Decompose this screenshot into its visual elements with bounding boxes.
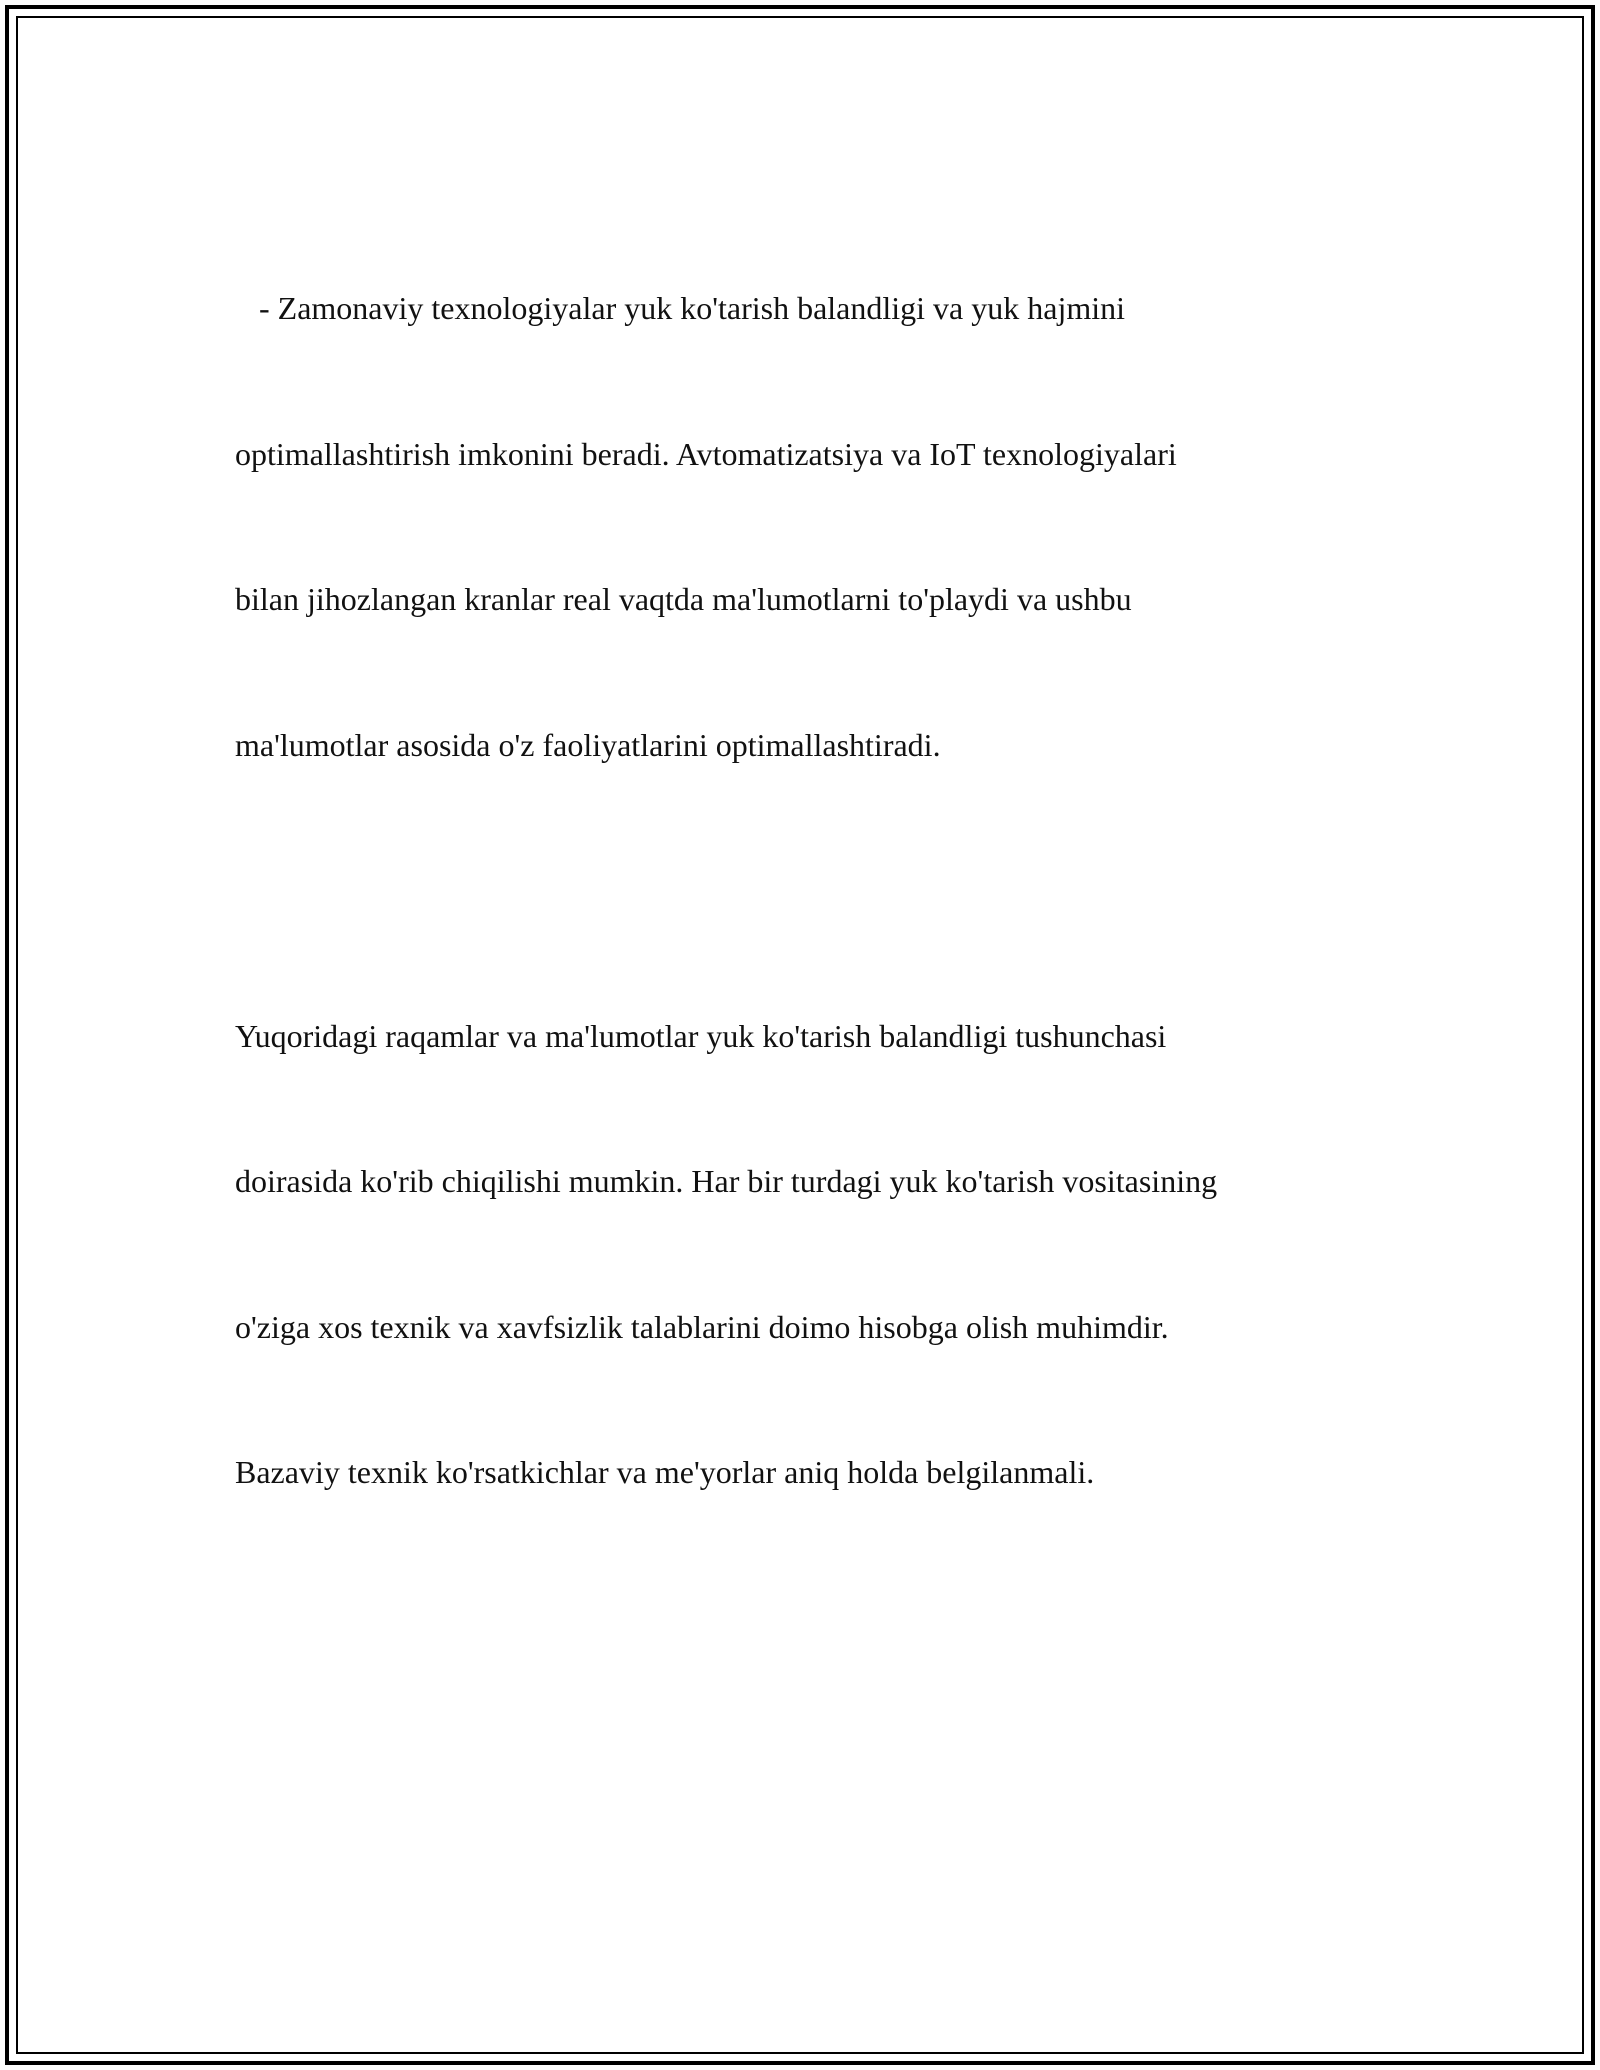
text-line: - Zamonaviy texnologiyalar yuk ko'tarish balandligi va yuk hajmini <box>235 290 1126 326</box>
text-line: o'ziga xos texnik va xavfsizlik talablarini doimo hisobga olish muhimdir. <box>235 1308 1169 1345</box>
document-body <box>235 187 1385 1594</box>
text-line: Yuqoridagi raqamlar va ma'lumotlar yuk ko'tarish balandligi tushunchasi <box>235 1017 1167 1054</box>
text-line: Bazaviy texnik ko'rsatkichlar va me'yorlar aniq holda belgilanmali. <box>235 1454 1095 1490</box>
paragraph-summary <box>235 915 1385 1594</box>
text-line: doirasida ko'rib chiqilishi mumkin. Har bir turdagi yuk ko'tarish vositasining <box>235 1163 1218 1199</box>
text-line: ma'lumotlar asosida o'z faoliyatlarini optimallashtiradi. <box>235 726 941 763</box>
text-line: bilan jihozlangan kranlar real vaqtda ma'lumotlarni to'playdi va ushbu <box>235 581 1132 617</box>
paragraph-technology <box>235 187 1385 866</box>
text-line: optimallashtirish imkonini beradi. Avtomatizatsiya va IoT texnologiyalari <box>235 435 1177 472</box>
